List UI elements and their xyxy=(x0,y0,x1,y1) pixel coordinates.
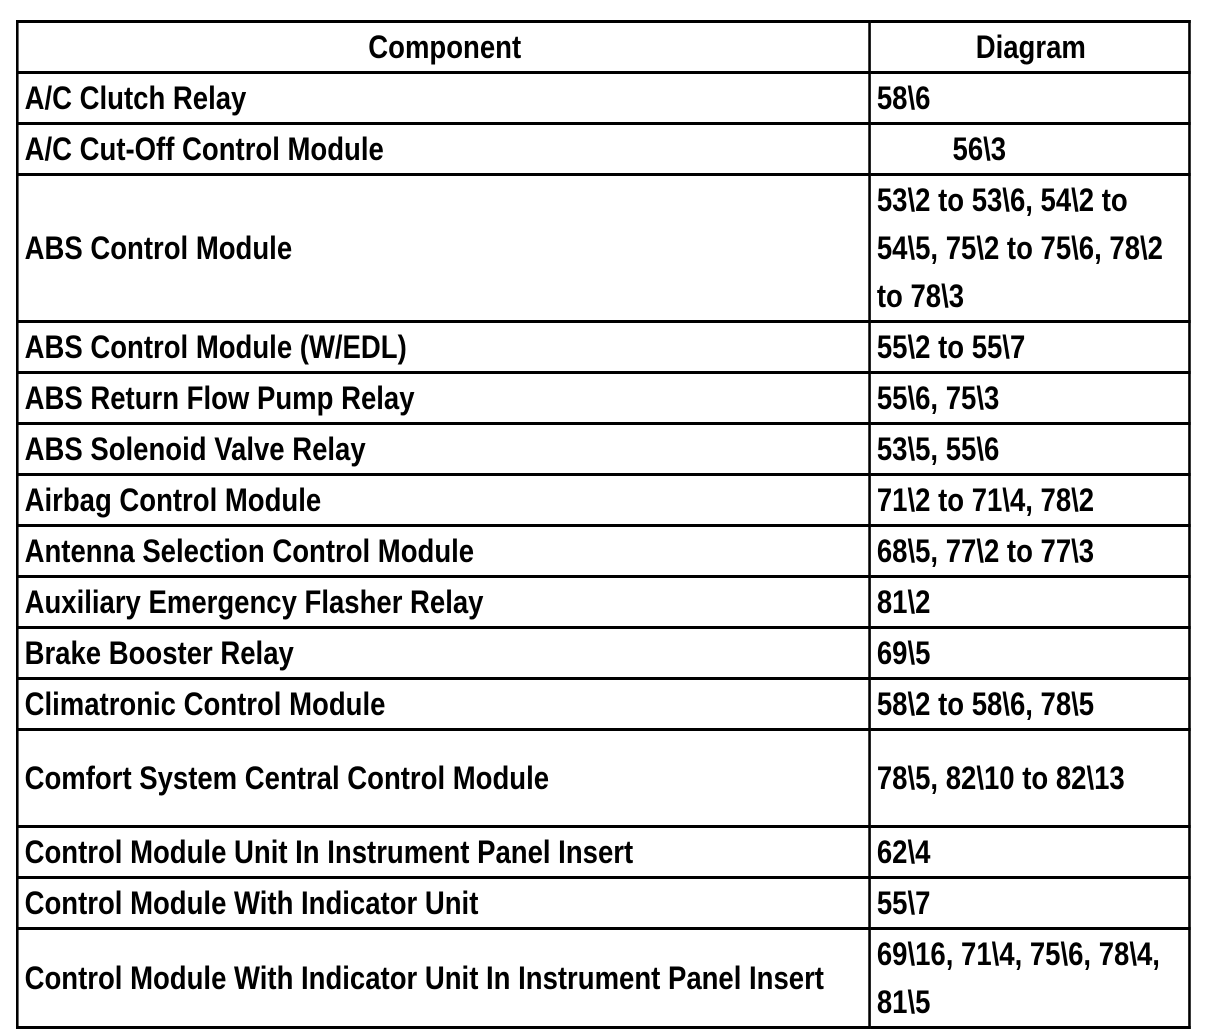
component-cell: Auxiliary Emergency Flasher Relay xyxy=(17,577,869,628)
diagram-cell: 69\5 xyxy=(870,628,1190,679)
diagram-cell: 55\6, 75\3 xyxy=(870,373,1190,424)
component-cell: Control Module Unit In Instrument Panel Insert xyxy=(17,827,869,878)
header-component: Component xyxy=(17,22,869,73)
component-cell: ABS Solenoid Valve Relay xyxy=(17,424,869,475)
table-row xyxy=(17,73,1189,124)
component-cell: ABS Control Module xyxy=(17,175,869,322)
diagram-cell: 53\5, 55\6 xyxy=(870,424,1190,475)
component-cell: Brake Booster Relay xyxy=(17,628,869,679)
header-row xyxy=(17,22,1189,73)
table-row xyxy=(17,827,1189,878)
header-diagram: Diagram xyxy=(870,22,1190,73)
diagram-cell: 71\2 to 71\4, 78\2 xyxy=(870,475,1190,526)
diagram-cell: 53\2 to 53\6, 54\2 to 54\5, 75\2 to 75\6, 78\2 to 78\3 xyxy=(870,175,1190,322)
table-row xyxy=(17,373,1189,424)
table-row xyxy=(17,526,1189,577)
component-cell: Climatronic Control Module xyxy=(17,679,869,730)
diagram-cell: 78\5, 82\10 to 82\13 xyxy=(870,730,1190,827)
diagram-cell: 55\2 to 55\7 xyxy=(870,322,1190,373)
table-row xyxy=(17,175,1189,322)
diagram-cell: 62\4 xyxy=(870,827,1190,878)
component-cell: Comfort System Central Control Module xyxy=(17,730,869,827)
table-row xyxy=(17,475,1189,526)
table-row xyxy=(17,878,1189,929)
component-cell: Control Module With Indicator Unit In Instrument Panel Insert xyxy=(17,929,869,1028)
table-row xyxy=(17,679,1189,730)
table-row xyxy=(17,730,1189,827)
component-cell: A/C Cut-Off Control Module xyxy=(17,124,869,175)
component-cell: Airbag Control Module xyxy=(17,475,869,526)
diagram-cell: 81\2 xyxy=(870,577,1190,628)
table-row xyxy=(17,929,1189,1028)
table-row xyxy=(17,322,1189,373)
component-cell: Control Module With Indicator Unit xyxy=(17,878,869,929)
table-row xyxy=(17,424,1189,475)
diagram-cell: 56\3 xyxy=(870,124,1190,175)
component-diagram-table xyxy=(16,20,1191,1029)
diagram-cell: 58\6 xyxy=(870,73,1190,124)
diagram-cell: 55\7 xyxy=(870,878,1190,929)
table-row xyxy=(17,628,1189,679)
diagram-cell: 69\16, 71\4, 75\6, 78\4, 81\5 xyxy=(870,929,1190,1028)
component-cell: Antenna Selection Control Module xyxy=(17,526,869,577)
component-cell: ABS Return Flow Pump Relay xyxy=(17,373,869,424)
table-row xyxy=(17,124,1189,175)
component-cell: ABS Control Module (W/EDL) xyxy=(17,322,869,373)
table-row xyxy=(17,577,1189,628)
diagram-cell: 68\5, 77\2 to 77\3 xyxy=(870,526,1190,577)
diagram-cell: 58\2 to 58\6, 78\5 xyxy=(870,679,1190,730)
component-cell: A/C Clutch Relay xyxy=(17,73,869,124)
